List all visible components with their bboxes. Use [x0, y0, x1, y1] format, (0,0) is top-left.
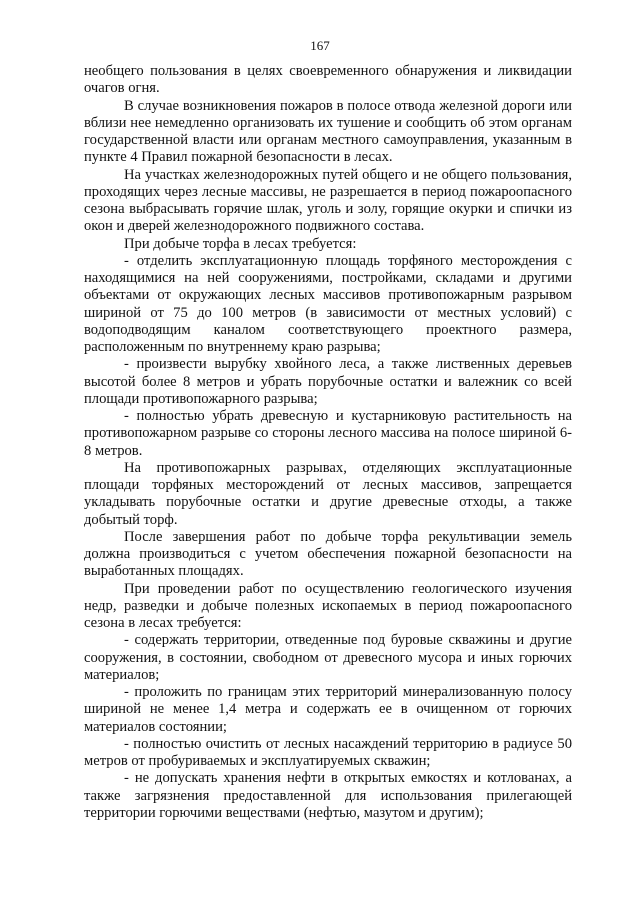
paragraph: - полностью очистить от лесных насаждений территорию в радиусе 50 метров от пробуриваемых и эксплуатируемых скважин;: [84, 735, 572, 769]
paragraph: При добыче торфа в лесах требуется:: [124, 235, 357, 252]
document-body: [84, 63, 572, 822]
paragraph: - полностью убрать древесную и кустарниковую растительность на противопожарном разрыве со стороны лесного массива на полосе шириной 6-8 метров.: [84, 408, 572, 459]
paragraph: - содержать территории, отведенные под буровые скважины и другие сооружения, в состоянии, свободном от древесного мусора и иных горючих материалов;: [84, 632, 572, 683]
paragraph: - произвести вырубку хвойного леса, а также лиственных деревьев высотой более 8 метров и убрать порубочные остатки и валежник со всей площади противопожарного разрыва;: [84, 356, 572, 407]
paragraph: - отделить эксплуатационную площадь торфяного месторождения с находящимися на ней сооружениями, постройками, складами и другими объектами от окружающих лесных массивов противопожарным разрывом шириной от 75 до 100 метров (в зависимости от местных условий) с водоподводящим каналом соответствующего проектного размера, расположенным по внутреннему краю разрыва;: [84, 252, 572, 355]
paragraph: - проложить по границам этих территорий минерализованную полосу шириной не менее 1,4 метра и содержать ее в очищенном от горючих материалов состоянии;: [84, 684, 572, 735]
paragraph: На противопожарных разрывах, отделяющих эксплуатационные площади торфяных месторождений от лесных массивов, запрещается укладывать порубочные остатки и другие древесные отходы, а также добытый торф.: [84, 459, 572, 528]
paragraph: - не допускать хранения нефти в открытых емкостях и котлованах, а также загрязнения предоставленной для использования прилегающей территории горючими веществами (нефтью, мазутом и другим);: [84, 770, 572, 821]
paragraph: После завершения работ по добыче торфа рекультивации земель должна производиться с учетом обеспечения пожарной безопасности на выработанных площадях.: [84, 528, 572, 580]
paragraph: При проведении работ по осуществлению геологического изучения недр, разведки и добыче полезных ископаемых в период пожароопасного сезона в лесах требуется:: [84, 580, 572, 631]
paragraph: необщего пользования в целях своевременного обнаружения и ликвидации очагов огня.: [84, 63, 572, 97]
paragraph: На участках железнодорожных путей общего и не общего пользования, проходящих через лесные массивы, не разрешается в период пожароопасного сезона выбрасывать горячие шлак, уголь и золу, горящие окурки и спички из окон и дверей железнодорожного подвижного состава.: [84, 166, 572, 235]
paragraph: В случае возникновения пожаров в полосе отвода железной дороги или вблизи нее немедленно организовать их тушение и сообщить об этом органам государственной власти или органам местного самоуправления, указанным в пункте 4 Правил пожарной безопасности в лесах.: [84, 97, 572, 166]
page-number: 167: [310, 38, 330, 53]
